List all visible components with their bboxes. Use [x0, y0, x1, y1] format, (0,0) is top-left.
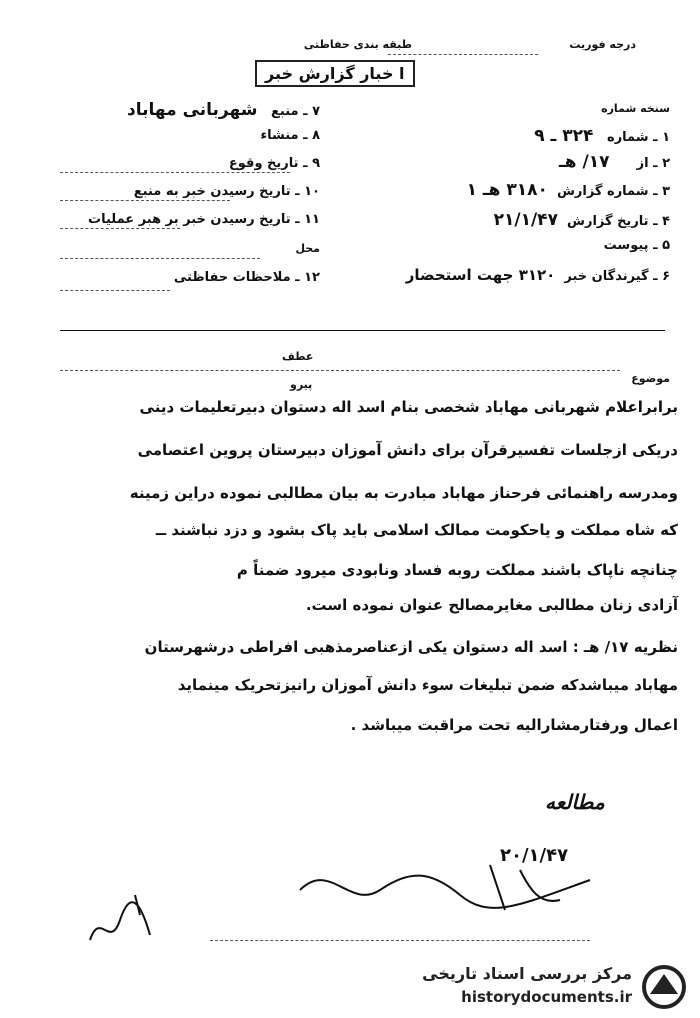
subject-label: موضوع [631, 372, 670, 385]
body-line: دریکی ازجلسات تفسیرقرآن برای دانش آموزان دبیرستان پروین اعتصامی [137, 441, 678, 459]
signature-scribble [290, 850, 610, 920]
field-report-date: ۴ ـ تاریخ گزارش ۲۱/۱/۴۷ [493, 210, 670, 230]
classification-label: طبقه بندی حفاظتی [303, 38, 412, 51]
signature-note: مطالعه [545, 790, 605, 814]
field-event-date: ۹ ـ تاریخ وقوع [228, 156, 320, 171]
field-number: ۱ ـ شماره ۳۲۴ ـ ۹ [534, 126, 670, 146]
field-origin: ۸ ـ منشاء [260, 128, 320, 143]
report-stamp [255, 60, 415, 87]
body-line: چنانچه ناپاک باشند مملکت روبه فساد ونابودی میرود ضمناً م [236, 561, 678, 579]
atf-label: عطف [282, 350, 314, 363]
comment-line: نظریه ۱۷/ هـ : اسد اله دستوان یکی ازعناصرمذهبی افراطی درشهرستان [144, 638, 678, 656]
body-line: برابراعلام شهربانی مهاباد شخصی بنام اسد اله دستوان دبیرتعلیمات دینی [139, 398, 678, 416]
watermark-url: historydocuments.ir [461, 988, 632, 1006]
field-ops-receipt-date: ۱۱ ـ تاریخ رسیدن خبر بر هبر عملیات [88, 212, 320, 227]
stamp-prefix: ا خبار [360, 64, 405, 83]
field-attachment: ۵ ـ پیوست [603, 238, 670, 253]
body-line: آزادی زنان مطالبی مغایرمصالح عنوان نموده است. [305, 596, 678, 614]
watermark-org: مرکز بررسی اسناد تاریخی [422, 964, 632, 983]
stamp-text: گزارش خبر [265, 64, 355, 83]
priority-label: درجه فوریت [569, 38, 636, 51]
field-source-receipt-date: ۱۰ ـ تاریخ رسیدن خبر به منبع [133, 184, 320, 199]
field-recipients: ۶ ـ گیرندگان خبر ۳۱۲۰ جهت استحضار [405, 266, 670, 284]
field-from: ۲ ـ از ۱۷/ هـ [558, 152, 670, 172]
comment-line: اعمال ورفتارمشارالیه تحت مراقبت میباشد . [350, 716, 678, 734]
field-security-notes: ۱۲ ـ ملاحظات حفاظتی [173, 270, 320, 285]
comment-line: مهاباد میباشدکه ضمن تبلیغات سوء دانش آموزان رانیزتحریک مینماید [177, 676, 678, 694]
field-report-number: ۳ ـ شماره گزارش ۳۱۸۰ هـ ۱ [466, 180, 670, 200]
body-line: ومدرسه راهنمائی فرحناز مهاباد مبادرت به بیان مطالبی نموده دراین زمینه [129, 484, 678, 502]
peyro-label: پیرو [290, 378, 313, 391]
signature-date: ۲۰/۱/۴۷ [500, 845, 569, 866]
archive-logo-icon [640, 964, 688, 1010]
mahal-label: محل [295, 242, 320, 255]
watermark [402, 962, 692, 1012]
initials-scribble [80, 890, 170, 960]
field-source: ۷ ـ منبع شهربانی مهاباد [127, 100, 320, 120]
body-line: که شاه مملکت و یاحکومت ممالک اسلامی باید پاک بشود و دزد نباشند ــ [155, 521, 678, 539]
intro-text: سنخه شماره [601, 102, 670, 115]
